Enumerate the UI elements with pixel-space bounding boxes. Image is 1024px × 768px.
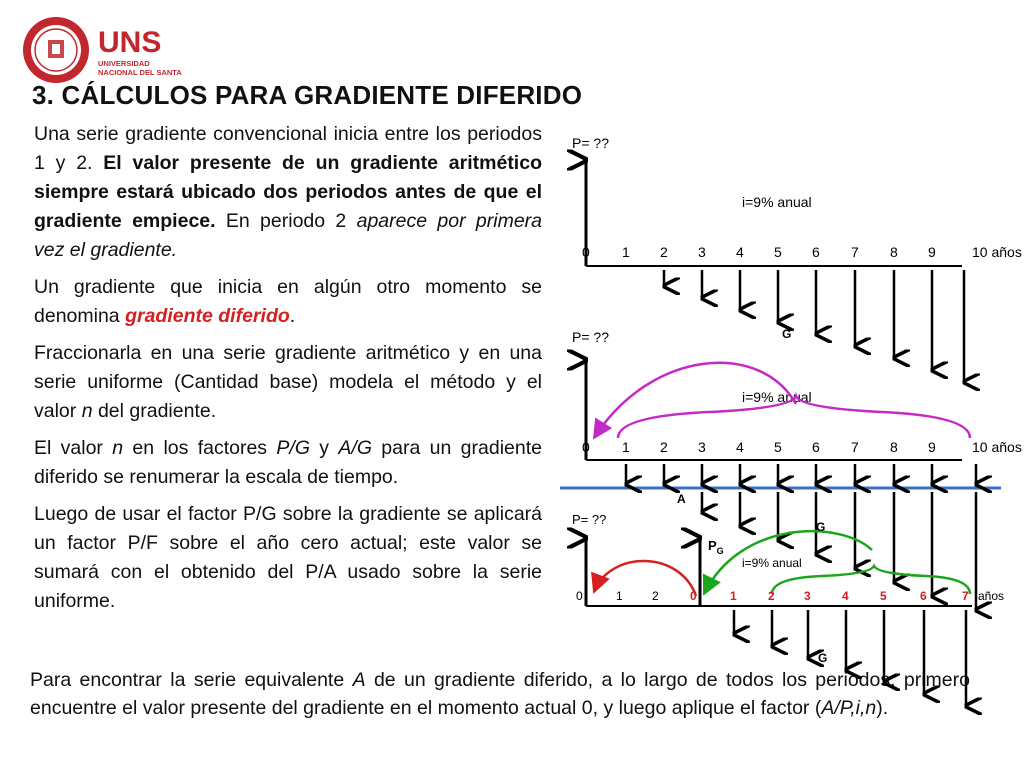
d3-period-10: 7 xyxy=(962,589,969,603)
d2-period-2: 2 xyxy=(660,439,668,455)
d2-period-0: 0 xyxy=(582,439,590,455)
d1-g-label: G xyxy=(782,327,792,341)
d3-rate: i=9% anual xyxy=(742,556,802,570)
d3-period-6: 3 xyxy=(804,589,811,603)
diagram-1 xyxy=(572,135,1022,382)
d3-period-7: 4 xyxy=(842,589,849,603)
d1-rate: i=9% anual xyxy=(742,194,812,210)
d3-period-9: 6 xyxy=(920,589,927,603)
page-title: 3. CÁLCULOS PARA GRADIENTE DIFERIDO xyxy=(32,80,583,110)
d2-p-label: P= ?? xyxy=(572,329,609,345)
d1-p-label: P= ?? xyxy=(572,135,609,151)
bottom-paragraph: Para encontrar la serie equivalente A de un gradiente diferido, a lo largo de todos los periodos, primero encuentre el valor presente del gradiente en el momento actual 0, y luego aplique el factor (A/P,i,n). xyxy=(30,669,970,719)
d1-period-8: 8 xyxy=(890,244,898,260)
d1-period-2: 2 xyxy=(660,244,668,260)
text-column xyxy=(34,120,542,624)
d2-rate: i=9% anual xyxy=(742,389,812,405)
d1-period-1: 1 xyxy=(622,244,630,260)
paragraph-3: Fraccionarla en una serie gradiente aritmético y en una serie uniforme (Cantidad base) modela el método y el valor n del gradiente. xyxy=(34,342,542,422)
d3-period-8: 5 xyxy=(880,589,887,603)
d3-period-2: 2 xyxy=(652,589,659,603)
d3-period-11: años xyxy=(978,589,1005,603)
d2-period-1: 1 xyxy=(622,439,630,455)
logo-sub2: NACIONAL DEL SANTA xyxy=(98,68,182,77)
d3-period-1: 1 xyxy=(616,589,623,603)
d1-period-0: 0 xyxy=(582,244,590,260)
paragraph-2: Un gradiente que inicia en algún otro momento se denomina gradiente diferido. xyxy=(34,276,542,327)
d3-period-3: 0 xyxy=(690,589,697,603)
d1-period-6: 6 xyxy=(812,244,820,260)
d2-a-label: A xyxy=(677,492,686,506)
d3-g-top: G xyxy=(816,520,826,534)
d3-pg-label: $P_G$ xyxy=(708,538,724,556)
cash-flow-diagrams xyxy=(560,120,1024,680)
paragraph-1: Una serie gradiente convencional inicia entre los periodos 1 y 2. El valor presente de un gradiente aritmético siempre estará ubicado dos periodos antes de que el gradiente empiece. En periodo 2 aparece por primera vez el gradiente. xyxy=(34,123,543,261)
d2-period-9: 9 xyxy=(928,439,936,455)
d3-g-bottom: G xyxy=(818,651,828,665)
d3-p-label: P= ?? xyxy=(572,512,607,527)
d2-period-3: 3 xyxy=(698,439,706,455)
d3-period-5: 2 xyxy=(768,589,775,603)
d1-period-3: 3 xyxy=(698,244,706,260)
d1-period-10: 10 años xyxy=(972,244,1022,260)
d1-period-9: 9 xyxy=(928,244,936,260)
diagram-3 xyxy=(572,512,1004,706)
d1-period-7: 7 xyxy=(851,244,859,260)
logo-text: UNS xyxy=(98,26,162,59)
paragraph-5: Luego de usar el factor P/G sobre la gradiente se aplicará un factor P/F sobre el año cero actual; este valor se sumará con el obtenido del P/A usado sobre la serie uniforme. xyxy=(34,503,542,612)
uns-logo xyxy=(22,14,182,86)
d3-period-4: 1 xyxy=(730,589,737,603)
d2-period-7: 7 xyxy=(851,439,859,455)
d2-period-6: 6 xyxy=(812,439,820,455)
d1-period-4: 4 xyxy=(736,244,744,260)
d2-period-10: 10 años xyxy=(972,439,1022,455)
d2-period-4: 4 xyxy=(736,439,744,455)
d3-period-0: 0 xyxy=(576,589,583,603)
d2-period-5: 5 xyxy=(774,439,782,455)
d2-period-8: 8 xyxy=(890,439,898,455)
d1-period-5: 5 xyxy=(774,244,782,260)
logo-sub1: UNIVERSIDAD xyxy=(98,59,150,68)
paragraph-4: El valor n en los factores P/G y A/G para un gradiente diferido se renumerar la escala de tiempo. xyxy=(34,437,542,488)
